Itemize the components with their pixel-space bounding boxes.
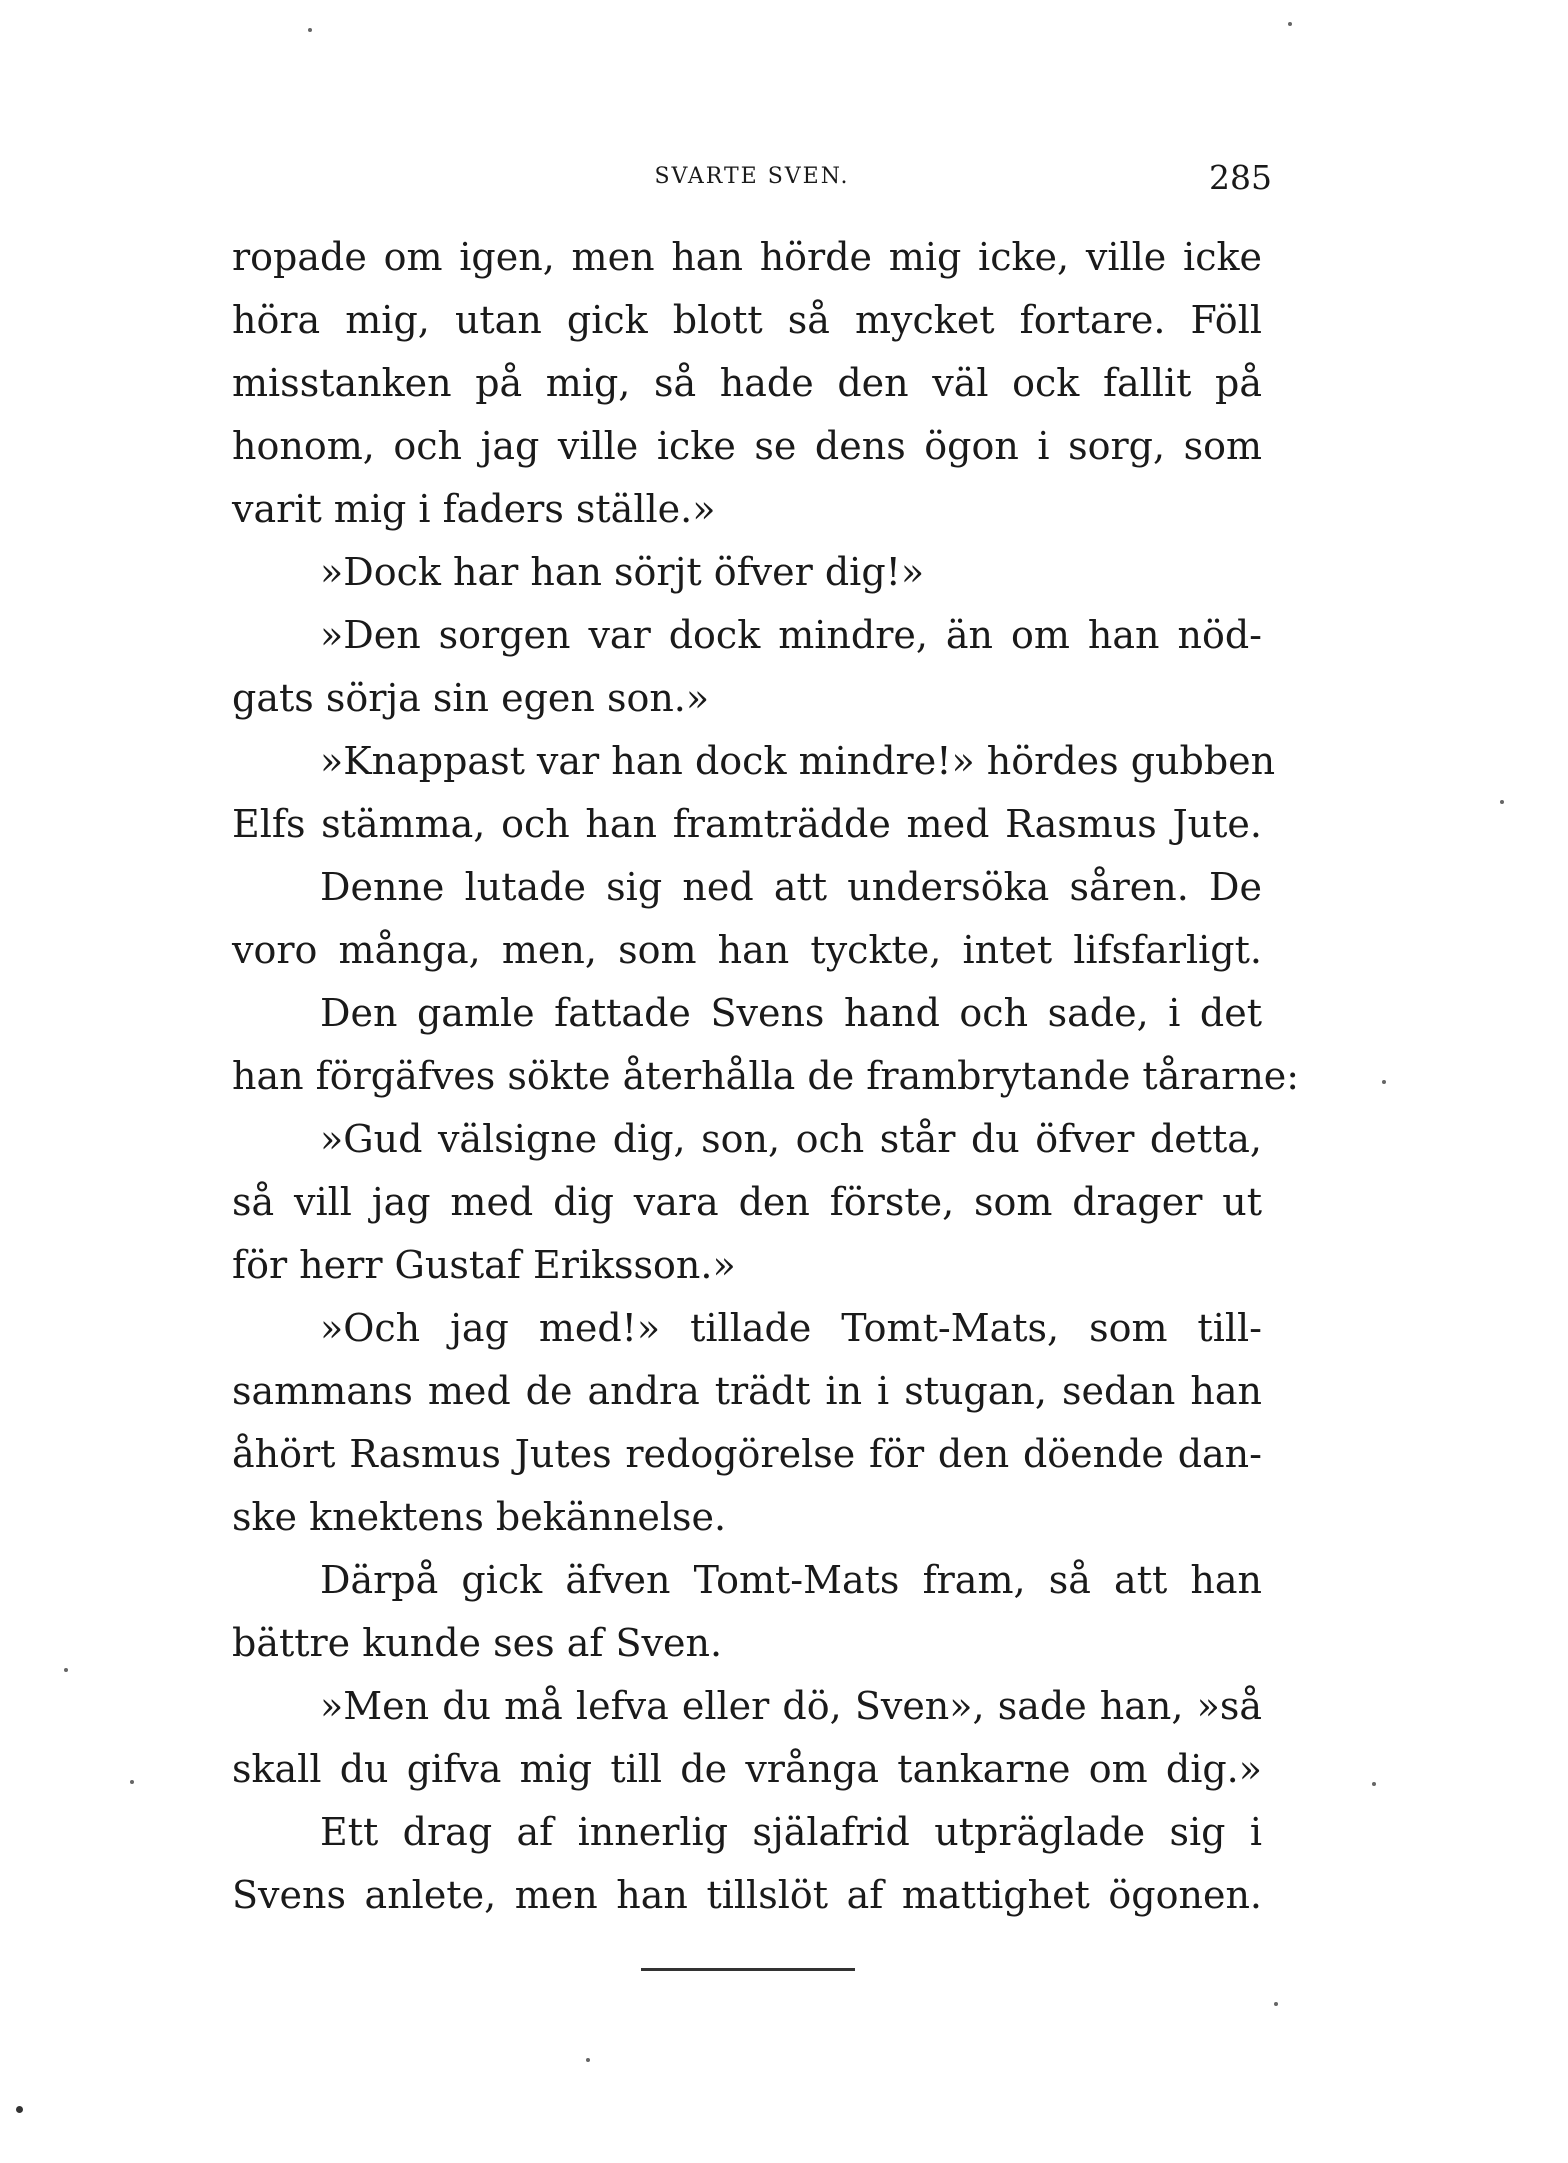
- text-line: Därpå gick äfven Tomt-Mats fram, så att han: [320, 1558, 1262, 1602]
- chapter-end-rule: [641, 1968, 855, 1971]
- text-line: »Knappast var han dock mindre!» hördes gubben: [320, 739, 1276, 783]
- paper-speck: [64, 1668, 68, 1672]
- paper-speck: [1288, 22, 1292, 26]
- text-line: ropade om igen, men han hörde mig icke, ville icke: [232, 235, 1262, 279]
- running-title: SVARTE SVEN.: [654, 164, 850, 189]
- paper-speck: [1500, 800, 1504, 804]
- text-line: skall du gifva mig till de vrånga tankarne om dig.»: [232, 1747, 1262, 1791]
- page-header: [232, 158, 1272, 198]
- text-line: sammans med de andra trädt in i stugan, sedan han: [232, 1369, 1262, 1413]
- text-line: varit mig i faders ställe.»: [232, 487, 716, 531]
- paper-speck: [586, 2058, 590, 2062]
- text-line: så vill jag med dig vara den förste, som drager ut: [232, 1180, 1262, 1224]
- text-line: ske knektens bekännelse.: [232, 1495, 727, 1539]
- text-line: »Gud välsigne dig, son, och står du öfver detta,: [320, 1117, 1262, 1161]
- text-line: voro många, men, som han tyckte, intet lifsfarligt.: [232, 928, 1262, 972]
- text-line: han förgäfves sökte återhålla de frambrytande tårarne:: [232, 1054, 1300, 1098]
- paper-speck: [130, 1780, 134, 1784]
- text-line: »Och jag med!» tillade Tomt-Mats, som till-: [320, 1306, 1262, 1350]
- text-line: åhört Rasmus Jutes redogörelse för den döende dan-: [232, 1432, 1262, 1476]
- text-line: Ett drag af innerlig själafrid utpräglade sig i: [320, 1810, 1262, 1854]
- text-line: Svens anlete, men han tillslöt af mattighet ögonen.: [232, 1873, 1262, 1917]
- text-line: Elfs stämma, och han framträdde med Rasmus Jute.: [232, 802, 1262, 846]
- text-line: gats sörja sin egen son.»: [232, 676, 710, 720]
- text-line: Den gamle fattade Svens hand och sade, i det: [320, 991, 1262, 1035]
- page-number: 285: [1209, 158, 1272, 197]
- text-line: bättre kunde ses af Sven.: [232, 1621, 723, 1665]
- body-text: [232, 226, 1300, 1927]
- text-line: för herr Gustaf Eriksson.»: [232, 1243, 736, 1287]
- text-line: »Men du må lefva eller dö, Sven», sade han, »så: [320, 1684, 1262, 1728]
- text-line: Denne lutade sig ned att undersöka såren. De: [320, 865, 1262, 909]
- text-line: höra mig, utan gick blott så mycket fortare. Föll: [232, 298, 1262, 342]
- paper-speck: [1372, 1782, 1376, 1786]
- text-line: misstanken på mig, så hade den väl ock fallit på: [232, 361, 1262, 405]
- text-line: »Dock har han sörjt öfver dig!»: [320, 550, 925, 594]
- text-line: »Den sorgen var dock mindre, än om han nöd-: [320, 613, 1262, 657]
- paper-speck: [1274, 2002, 1278, 2006]
- paper-speck: [16, 2106, 23, 2113]
- paper-speck: [308, 28, 312, 32]
- paper-speck: [1382, 1080, 1386, 1084]
- text-line: honom, och jag ville icke se dens ögon i sorg, som: [232, 424, 1262, 468]
